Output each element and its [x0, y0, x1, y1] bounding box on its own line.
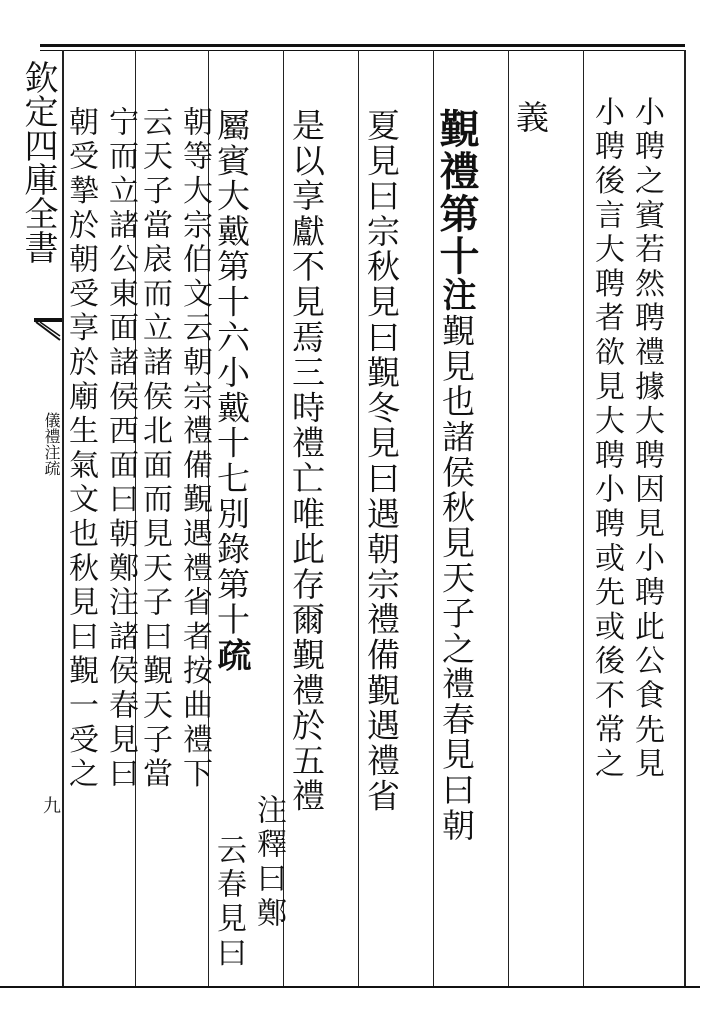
note-marker: 注: [436, 277, 476, 314]
text-column-1: [590, 96, 662, 976]
annotation-line-right: 朝等大宗伯文云朝宗禮備覲遇禮省者按曲禮下: [177, 106, 212, 792]
column-rule: [508, 50, 509, 986]
top-border: [40, 44, 685, 47]
column-rule: [583, 50, 584, 986]
text-line: 屬賓大戴第十六小戴十七別錄第十: [212, 108, 251, 638]
text-column-3: [433, 108, 480, 844]
annotation-line-right: 小聘之賓若然聘禮據大聘因見小聘此公食先見: [629, 96, 664, 782]
text-column-6: [212, 108, 250, 674]
text-column-4: [362, 108, 400, 814]
column-rule: [358, 50, 359, 986]
commentary-marker: 疏: [211, 637, 251, 674]
margin-section-title: 儀禮注疏: [42, 412, 61, 476]
margin-page-number: 九: [40, 796, 61, 814]
annotation-line-left: 云春見曰: [211, 834, 246, 972]
annotation-line-right: 注釋曰鄭: [251, 794, 286, 932]
text-column-5: [287, 108, 325, 814]
bottom-border: [0, 986, 700, 988]
chapter-heading: 覲禮第十: [433, 108, 480, 278]
text-line: 夏見曰宗秋見曰覲冬見曰遇朝宗禮備覲遇禮省: [362, 108, 401, 814]
annotation-line-left: 朝受摯於朝受享於廟生氣文也秋見曰覲一受之: [63, 106, 98, 792]
annotation-line-left: 小聘後言大聘者欲見大聘小聘或先或後不常之: [589, 96, 624, 782]
text-line: 覲見也諸侯秋見天子之禮春見曰朝: [437, 313, 476, 844]
column-rule: [684, 50, 686, 986]
top-border-inner: [40, 50, 685, 51]
annotation-line-left: 云天子當扆而立諸侯北面而見天子曰覲天子當: [137, 106, 172, 792]
margin-book-title: 欽定四庫全書: [18, 60, 58, 264]
text-column-2: [511, 100, 549, 135]
text-column-8: [64, 106, 136, 986]
text-column-7: [138, 106, 210, 986]
commentary-start: [212, 794, 284, 984]
annotation-line-right: 宁而立諸公東面諸侯西面曰朝鄭注諸侯春見曰: [103, 106, 138, 792]
text-line: 是以享獻不見焉三時禮亡唯此存爾覲禮於五禮: [287, 108, 326, 814]
fish-tail-mark-icon: [34, 318, 62, 344]
text-line: 義: [511, 100, 550, 136]
